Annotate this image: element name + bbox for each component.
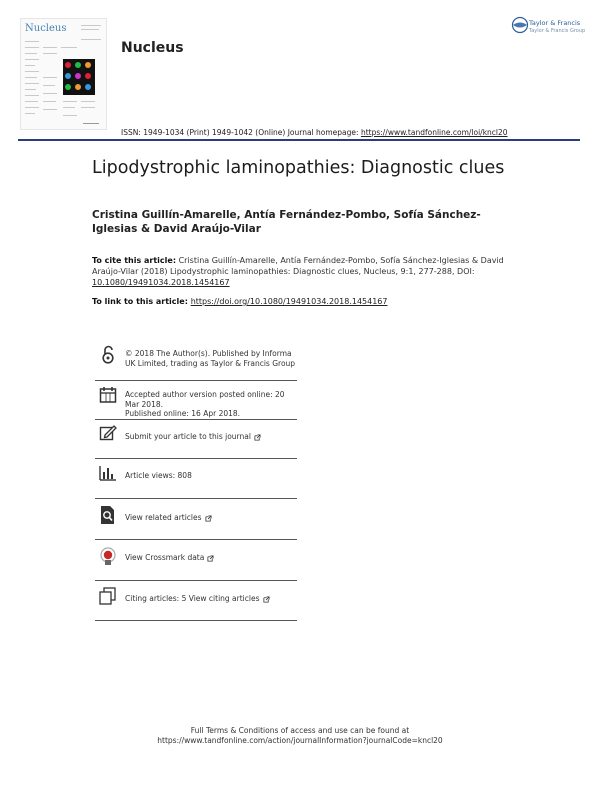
journal-homepage-link[interactable]: https://www.tandfonline.com/loi/kncl20 [360, 128, 508, 137]
citing-articles-link[interactable]: Citing articles: 5 View citing articles [125, 594, 297, 604]
cover-logo: Nucleus [25, 23, 67, 34]
publisher-globe-icon [511, 16, 529, 34]
published-date: Published online: 16 Apr 2018. [125, 409, 241, 418]
row-divider [95, 498, 297, 499]
external-link-icon [263, 596, 270, 603]
article-title: Lipodystrophic laminopathies: Diagnostic clues [92, 158, 505, 178]
related-articles-link[interactable]: View related articles [125, 513, 297, 523]
row-divider [95, 580, 297, 581]
crossmark-icon [99, 547, 117, 565]
open-access-icon [99, 345, 117, 363]
issn-line: ISSN: 1949-1034 (Print) 1949-1042 (Online) Journal homepage: https://www.tandfonline.com/loi/kncl20 [121, 128, 508, 137]
header-divider [18, 139, 580, 141]
footer-line-1: Full Terms & Conditions of access and use can be found at [190, 726, 410, 735]
cover-microscopy-image [63, 59, 95, 95]
footer-terms [0, 726, 600, 746]
citing-articles-icon [99, 587, 117, 605]
crossmark-link[interactable]: View Crossmark data [125, 553, 297, 563]
submit-article-link[interactable]: Submit your article to this journal [125, 432, 297, 442]
article-link-line [92, 297, 388, 306]
publication-dates [125, 390, 297, 419]
edit-icon [99, 424, 117, 442]
publisher-name: Taylor & Francis Taylor & Francis Group [529, 19, 586, 34]
citation-block: To cite this article: Cristina Guillín-Amarelle, Antía Fernández-Pombo, Sofía Sánchez-Iglesias & David Araújo-Vilar (2018) Lipodystrophic laminopathies: Diagnostic clues, Nucleus, 9:1, 277-288, DOI: 10.1080/19491034.2018.1454167 [92, 256, 504, 287]
article-views: Article views: 808 [125, 471, 192, 480]
article-authors: Cristina Guillín-Amarelle, Antía Fernández-Pombo, Sofía Sánchez-Iglesias & David Araújo-Vilar [92, 209, 481, 235]
accepted-date: Accepted author version posted online: 20 Mar 2018. [125, 390, 285, 409]
article-doi-url[interactable]: https://doi.org/10.1080/19491034.2018.1454167 [190, 297, 388, 306]
journal-cover-image [20, 18, 107, 130]
row-divider [95, 380, 297, 381]
calendar-icon [99, 386, 117, 404]
copyright-notice: © 2018 The Author(s). Published by Informa UK Limited, trading as Taylor & Francis Group [125, 349, 296, 368]
external-link-icon [205, 515, 212, 522]
journal-title: Nucleus [121, 40, 184, 56]
row-divider [95, 419, 297, 420]
footer-terms-link[interactable]: https://www.tandfonline.com/action/journalInformation?journalCode=kncl20 [157, 736, 443, 745]
row-divider [95, 458, 297, 459]
doi-link[interactable]: 10.1080/19491034.2018.1454167 [92, 278, 230, 287]
search-document-icon [99, 505, 117, 523]
link-label: To link to this article: [92, 297, 191, 306]
external-link-icon [207, 555, 214, 562]
row-divider [95, 620, 297, 621]
row-divider [95, 539, 297, 540]
bar-chart-icon [99, 465, 117, 483]
external-link-icon [254, 434, 261, 441]
citation-label: To cite this article: [92, 256, 177, 265]
